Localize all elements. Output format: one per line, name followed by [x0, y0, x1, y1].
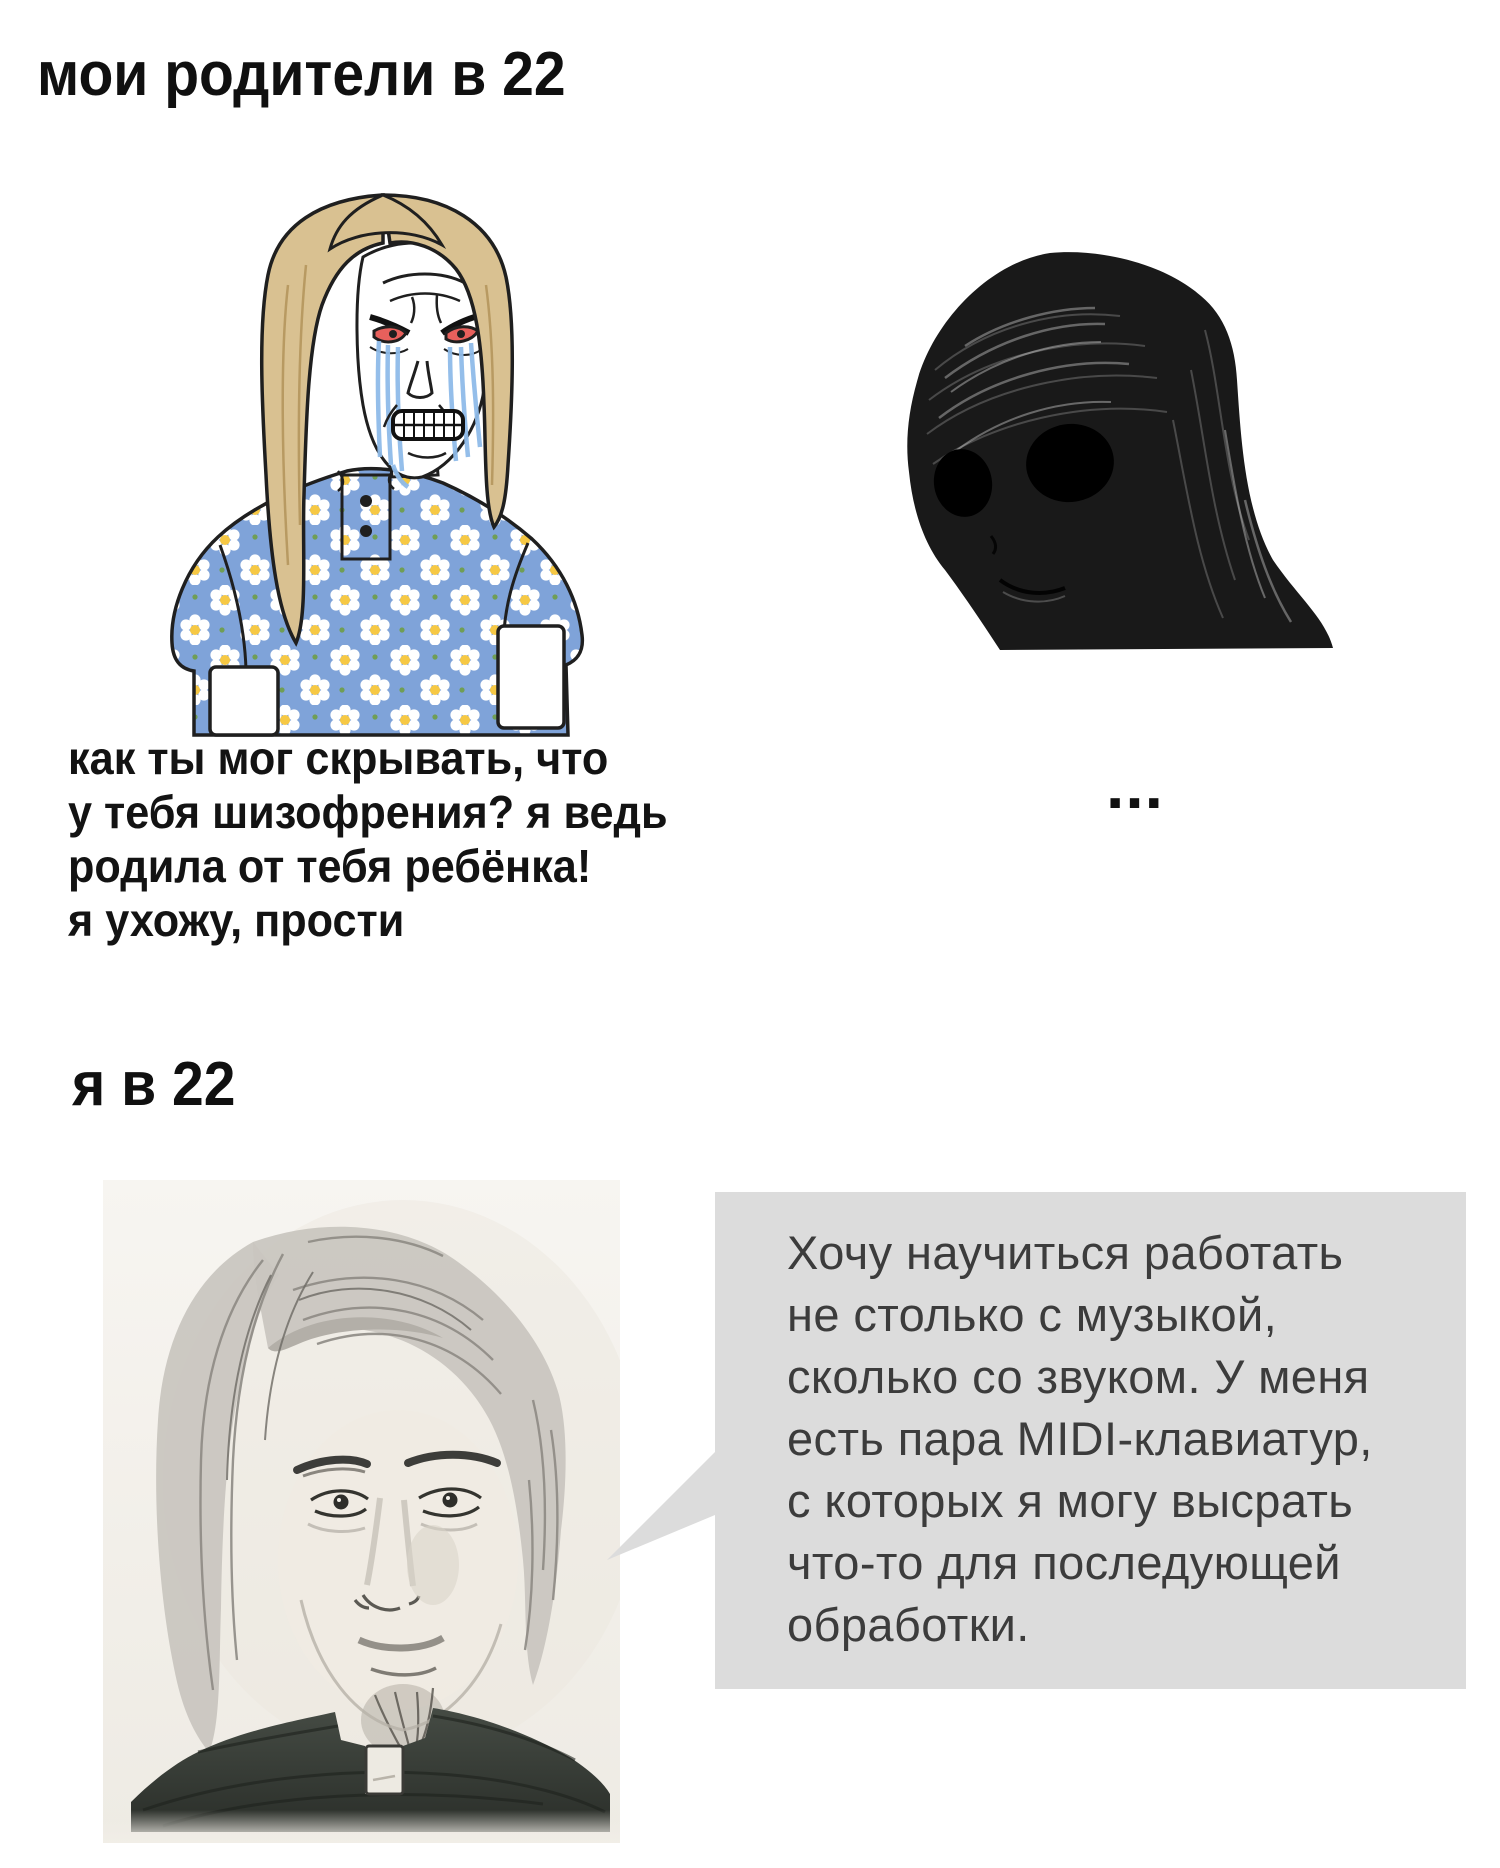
mom-dress	[172, 469, 583, 735]
speech-bubble-line: не столько с музыкой,	[787, 1288, 1278, 1341]
mom-quote-line: родила от тебя ребёнка!	[68, 840, 592, 892]
mom-quote-block	[68, 731, 706, 947]
dad-silhouette	[907, 252, 1333, 650]
mom-right-cuff	[498, 626, 564, 728]
speech-bubble-line: Хочу научиться работать	[787, 1226, 1344, 1279]
speech-bubble	[715, 1192, 1466, 1689]
mom-wojak-drawing	[150, 165, 590, 737]
speech-bubble-line: сколько со звуком. У меня	[787, 1350, 1370, 1403]
speech-bubble-line: с которых я могу высрать	[787, 1474, 1354, 1527]
heading-parents: мои родители в 22	[37, 40, 566, 109]
mom-quote-line: я ухожу, прости	[68, 894, 405, 946]
mom-quote-line: как ты мог скрывать, что	[68, 732, 609, 784]
speech-bubble-line: есть пара MIDI-клавиатур,	[787, 1412, 1373, 1465]
mom-quote-line: у тебя шизофрения? я ведь	[68, 786, 668, 838]
mom-left-cuff	[210, 667, 278, 735]
heading-me: я в 22	[72, 1050, 236, 1119]
sketch-collar	[366, 1746, 403, 1794]
speech-bubble-tail	[607, 1452, 717, 1562]
speech-bubble-line: что-то для последующей	[787, 1536, 1341, 1589]
speech-bubble-line: обработки.	[787, 1598, 1030, 1651]
dad-withered-wojak-drawing	[905, 250, 1335, 660]
mom-teeth	[393, 411, 463, 439]
dad-ellipsis: ...	[1106, 748, 1165, 822]
self-portrait-sketch	[103, 1180, 620, 1843]
